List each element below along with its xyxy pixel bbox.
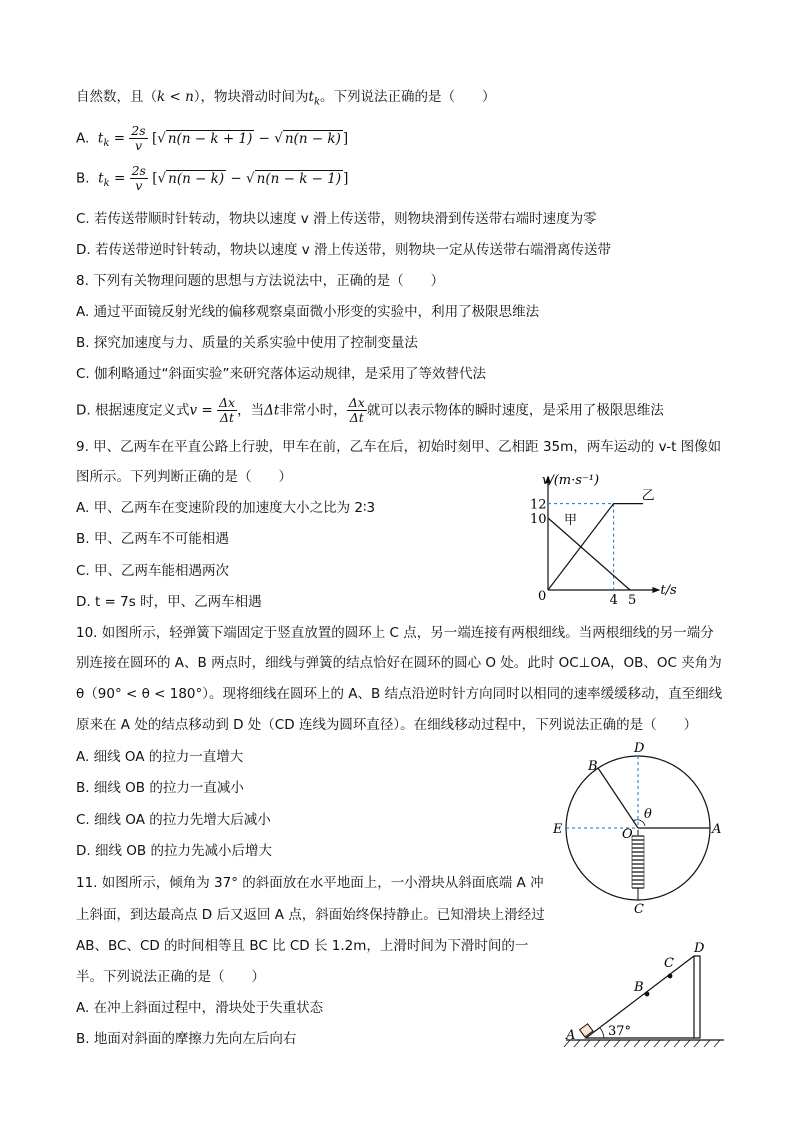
q7-a-rad2: n(n − k) [284, 130, 341, 147]
q10-option-c[interactable]: C. 细线 OA 的拉力先增大后减小 [76, 812, 271, 828]
vt-chart [520, 466, 730, 606]
q7-a-frac [129, 124, 147, 153]
xtick-5: 5 [628, 593, 637, 606]
q11-stem-1: 11. 如图所示，倾角为 37° 的斜面放在水平地面上，一小滑块从斜面底端 A 冲 [76, 875, 544, 891]
x-axis-arrow [652, 587, 660, 593]
angle-arc [600, 1028, 604, 1038]
q9-option-a[interactable]: A. 甲、乙两车在变速阶段的加速度大小之比为 2∶3 [76, 500, 376, 516]
q7-cont-text3: 。下列说法正确的是（ ） [320, 89, 496, 105]
label-a: A [566, 1028, 576, 1043]
label-d: D [634, 741, 645, 756]
q9-stem-1: 9. 甲、乙两车在平直公路上行驶，甲车在前，乙车在后，初始时刻甲、乙相距 35m，两车运动的 v-t 图像如 [76, 439, 722, 455]
q7-b-frac-num: 2s [131, 163, 146, 178]
q7-option-b[interactable]: B. $t_k$ = $\frac{2s}{v}$ [√ n(n − k) − √ n(n − k − 1) ] [76, 163, 349, 193]
ytick-10: 10 [530, 512, 547, 527]
q7-a-frac-num: 2s [131, 123, 146, 138]
q7-k-sub: k [313, 96, 321, 108]
label-d: D [694, 941, 705, 956]
series-line-1 [548, 504, 643, 590]
q7-cont-text: 自然数，且 [76, 89, 144, 105]
series-label-yi: 乙 [641, 488, 655, 504]
incline-wedge [586, 956, 700, 1038]
slider-block [580, 1024, 593, 1037]
q10-option-d[interactable]: D. 细线 OB 的拉力先减小后增大 [76, 843, 272, 859]
q7-t: t [308, 89, 314, 105]
q11-stem-4: 半。下列说法正确的是（ ） [76, 969, 265, 985]
q7-a-rad1: n(n − k + 1) [167, 130, 253, 147]
y-axis-label: v/(m·s⁻¹) [542, 473, 600, 488]
q7-b-frac-den: v [135, 178, 143, 193]
label-c: C [634, 902, 644, 913]
q7-b-rad1: n(n − k) [168, 170, 225, 187]
q8-option-b[interactable]: B. 探究加速度与力、质量的关系实验中使用了控制变量法 [76, 335, 418, 351]
q7-k-lt-n: k < n [157, 89, 194, 105]
series-line-0 [548, 518, 630, 590]
q8-d-v: v = [189, 402, 213, 419]
q8-d-text3: 非常小时， [279, 402, 347, 419]
label-c: C [664, 956, 674, 971]
q8-stem: 8. 下列有关物理问题的思想与方法说法中，正确的是（ ） [76, 273, 445, 289]
q11-stem-3: AB、BC、CD 的时间相等且 BC 比 CD 长 1.2m，上滑时间为下滑时间的一 [76, 938, 529, 954]
q7-a-frac-den: v [134, 138, 143, 153]
vt-labels [530, 473, 677, 606]
label-e: E [553, 822, 563, 837]
q10-stem-1: 10. 如图所示，轻弹簧下端固定于竖直放置的圆环上 C 点，另一端连接有两根细线。当两根细线的另一端分 [76, 625, 714, 641]
q7-b-frac [130, 164, 148, 193]
q7-option-c[interactable]: C. 若传送带顺时针转动，物块以速度 v 滑上传送带，则物块滑到传送带右端时速度为零 [76, 211, 597, 227]
point-b [645, 992, 650, 997]
label-a: A [712, 822, 722, 837]
q7-b-label: B. [76, 170, 90, 187]
q8-d-frac-den: Δt [220, 410, 235, 425]
x-axis-label: t/s [660, 583, 677, 598]
ob-thread [598, 768, 638, 828]
q8-d-frac-num: Δx [219, 395, 236, 410]
point-c [668, 974, 673, 979]
q7-cont-text2: ），物块滑动时间为 [193, 89, 309, 105]
series-label-jia: 甲 [564, 513, 578, 528]
xtick-0: 0 [538, 589, 547, 604]
label-angle: 37° [608, 1024, 632, 1039]
q8-option-d[interactable] [76, 396, 664, 425]
q10-stem-2: 别连接在圆环的 A、B 两点时，细线与弹簧的结点恰好在圆环的圆心 O 处。此时 OC⊥OA，OB、OC 夹角为 [76, 655, 722, 671]
label-b: B [634, 980, 644, 995]
q7-a-t: t [97, 130, 104, 147]
q8-d-frac2 [347, 396, 367, 425]
q8-d-frac [217, 396, 237, 425]
q7-continuation: 自然数，且（k < n），物块滑动时间为$t_k$。下列说法正确的是（ ） [76, 89, 496, 108]
q7-b-k: k [103, 178, 110, 190]
q7-a-k: k [103, 138, 110, 150]
q7-b-rad2: n(n − k − 1) [256, 170, 342, 187]
ytick-12: 12 [530, 497, 547, 513]
q10-stem-3: θ（90° < θ < 180°）。现将细线在圆环上的 A、B 结点沿逆时针方向同时以相同的速率缓缓移动，直至细线 [76, 686, 723, 702]
q9-option-b[interactable]: B. 甲、乙两车不可能相遇 [76, 531, 229, 547]
ground-hatch [564, 1040, 720, 1047]
q8-option-c[interactable]: C. 伽利略通过“斜面实验”来研究落体运动规律，是采用了等效替代法 [76, 366, 486, 382]
q8-d-text1: D. 根据速度定义式 [76, 402, 190, 419]
q10-stem-4: 原来在 A 处的结点移动到 D 处（CD 连线为圆环直径）。在细线移动过程中，下列说法正确的是（ ） [76, 717, 698, 733]
q7-option-a[interactable]: A. $t_k$ = $\frac{2s}{v}$ [√ n(n − k + 1) − √ n(n − k) ] [76, 123, 349, 153]
label-theta: θ [644, 807, 652, 822]
q8-d-dt: Δt [264, 402, 280, 419]
q8-d-frac2-den: Δt [349, 410, 364, 425]
q7-a-label: A. [76, 130, 90, 147]
q11-option-a[interactable]: A. 在冲上斜面过程中，滑块处于失重状态 [76, 1000, 324, 1016]
q7-b-eq: = [113, 170, 126, 187]
circle-ring-diagram [550, 738, 730, 913]
q10-option-a[interactable]: A. 细线 OA 的拉力一直增大 [76, 749, 244, 765]
q7-option-d[interactable]: D. 若传送带逆时针转动，物块以速度 v 滑上传送带，则物块一定从传送带右端滑离传送带 [76, 242, 612, 258]
q9-option-d[interactable]: D. t = 7s 时，甲、乙两车相遇 [76, 594, 262, 610]
q8-d-frac2-num: Δx [348, 395, 365, 410]
label-o: O [622, 827, 633, 842]
spring [632, 830, 644, 900]
label-b: B [588, 759, 598, 774]
q7-b-t: t [98, 170, 104, 187]
incline-diagram [560, 938, 730, 1053]
xtick-4: 4 [609, 593, 618, 606]
q9-option-c[interactable]: C. 甲、乙两车能相遇两次 [76, 563, 230, 579]
q8-d-text4: 就可以表示物体的瞬时速度，是采用了极限思维法 [366, 402, 664, 419]
q8-option-a[interactable]: A. 通过平面镜反射光线的偏移观察桌面微小形变的实验中，利用了极限思维法 [76, 304, 540, 320]
q11-stem-2: 上斜面，到达最高点 D 后又返回 A 点，斜面始终保持静止。已知滑块上滑经过 [76, 907, 545, 923]
q10-option-b[interactable]: B. 细线 OB 的拉力一直减小 [76, 780, 244, 796]
q8-d-text2: ，当 [237, 402, 265, 419]
q7-a-eq: = [113, 130, 125, 147]
q9-stem-2: 图所示。下列判断正确的是（ ） [76, 469, 292, 485]
vt-series [548, 504, 643, 590]
q11-option-b[interactable]: B. 地面对斜面的摩擦力先向左后向右 [76, 1031, 297, 1047]
